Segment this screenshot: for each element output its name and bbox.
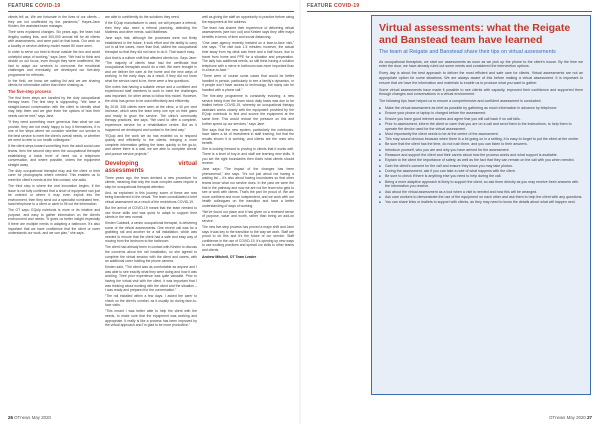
tip-item: ■ Be sure that the client has the time, do not rush them, and you can listen to their answers. [379,142,583,147]
paragraph: In order to serve our best to those outside the box and avoid unhelpful ways of working,” says Jane. “We had to think and decide on our focus, even though they were unaffected. We had to adapt our services to overcome the emotional challenges and eventually, we developed our five-step programme for referrals. [8,49,100,77]
paragraph: Jane says: “The impact of the changes has been phenomenal,” she says. “It's not just about not having a waiting list – it's also about having boundaries so that other teams know what our service does. In the past we were the first in the pathway and now we are not the team who gets to see or work with clients. That's the part I'm proud of. We are more confident and more independent, and we work with our health colleagues on the transition and have a better understanding of ways of working. [202,167,294,208]
paragraph: Three years ago, the team devised a new procedure for clients, meaning that only the most complex cases require a step for occupational therapist attention. [105,175,197,189]
paragraph: She says that the new system, particularly the notebooks, have taken a lot of investment in staff training, but that the results shown it is working, and clients are the ones who benefit. [202,127,294,146]
paragraph: well as giving the staff an opportunity to practice before using the equipment at the address. [202,15,294,24]
tip-item: ■ Ask about the virtual assessment as a tool when a visit is needed and how this will be arranged. [379,190,583,195]
left-page-number: 26 [8,415,13,420]
left-header-label: FEATURE [8,3,34,9]
tip-item: ■ Gain the client's consent for the call and ensure they know you may take photos. [379,164,583,169]
paragraph: are able to confidently do the solutions they need. [105,15,180,19]
paragraph: “EQuip and the work we do has enabled us to respond quickly and efficiently to the clients, bringing a more complete information getting the team quickly to the go-to, and where there is a wait, we are able to complete clients' and pursue service projects.” [105,133,197,156]
tip-item: ■ Ensure your phone or laptop is charged before the assessment. [379,111,583,116]
left-running-header [8,3,61,9]
author-byline: Andrew Mitchell, OT Team Leader [202,254,257,259]
boxout-paragraph: As occupational therapists, we start our assessments as soon as we pick up the phone to the client's house. By the time we enter the door, we have already ruled out some needs and considered the intervention options. [379,59,583,69]
virtual-assessment-boxout [371,15,591,395]
paragraph: If the EQuip manufacturer is used, we will prepare a referral, then they also need a referral planning, attending the Mattress and other needs, said Matthews. [105,20,197,35]
tip-item: ■ You can share links or leaflets to support with clients, as they may need to know the details about what will happen next. [379,200,583,205]
paragraph: And that is a culture shift that affected clients too. Says Jane: “The majority of clients have had the certificate that occupational therapists would do a visit. We were brought in and we deliver the care at the home and the new ways of working. In the early days, as a result, if they did not know what the service used to be, there were a few questions. [105,55,197,83]
paragraph: The third step is where the real innovation begins. If the issue is not fully confirmed that a short of equipment can just be ordered or where it may even exploit into the environment, then they send out a specialist nominated free-hand telephone to a client or carer to fill out the information. [8,183,100,207]
right-page-footer [549,415,592,420]
left-header-section: COVID-19 [35,3,61,9]
tip-item: ■ Be sure to check if there is anything else you need to help during the call. [379,174,583,179]
paragraph: Jane says that, although the processes were not firmly established in the future, it took effort and the ability to carry out in all the cases, more than that, skilled the occupational therapist so that they did not have to do it. That wasn't easy. [105,36,197,54]
paragraph: She is looking forward to proving to clients that it works well. There is a level of buy-in and staff are learning new skills. If you set the right boundaries then that's what clients should receive. [202,147,294,166]
left-header-rule [8,11,294,12]
paragraph: clients tell us. We are fortunate in the lives of our clients – they are not unaffected by the pandemic,” Hayes-Jane Kirsten, the assistant team manager. [8,15,100,29]
right-header-section: COVID-19 [334,3,360,9]
page-spine [299,0,301,424]
article-column-2 [105,15,197,329]
tips-list [379,106,583,205]
paragraph: The client had already been in contact with Kirsten to discuss the concerns about the rail installation, so she agreed to complete the virtual session with the client and carers, with an additional carer holding the phone camera. [105,245,197,264]
boxout-paragraph: The following tips have helped us to ensure a comprehensive and confident assessment is conducted: [379,99,542,104]
boxout-title: Virtual assessments: what the Reigate and Banstead team have learned [379,22,571,46]
paragraph: Kirsten said, “The client was as comfortable as anyone and I was able to see exactly what they were doing and how it was working. Their prior experience was quite valuable. Prior to having the virtual visit with the client, it was important that I was thinking about working with the client and the situation – I was ready and prepared for the conversation.” [105,265,197,293]
paragraph: Their sees explained changes. Six years ago, the team had lengthy waiting lists, and 300,000 annual bill for all clients with assessments, and were paid on that basis. Our work on a locality or service-delivery model meant 80 more seen. [8,30,100,48]
right-page-number: 27 [587,415,592,420]
paragraph: In the field, we know we waiting list and we are sharing clients for information rather than them chasing us. [8,78,100,88]
tip-item: ■ Explain to the client the importance of safety, as well as the fact that they can remain on the call with you when needed. [379,158,583,163]
left-publication-date: OTnews May 2020 [14,415,51,420]
tip-item: ■ Most importantly the client needs to be at the centre of the assessment. [379,132,583,137]
paragraph: The first three steps are handled by the duty occupational therapy team. The first step is signposting. “We have a straight-based conversation with the client to identify what may help them and we give them the options of how their needs can be met,” says Jane. [8,95,100,119]
right-header-rule [307,11,592,12]
paragraph: The team has shared their experience of delivering virtual assessments (see box out) and Kirsten says they offer major benefits in terms of time and social distancing. [202,25,294,39]
tip-item: ■ Make the virtual assessment as brief as possible by gathering as much information in advance by telephone. [379,106,583,111]
paragraph: If the client steps toward something from the adult social care teams, then the second step sees the occupational therapist establishing a basic level of need via a telephone conversation, and where possible, orders the equipment straight away. [8,144,100,167]
tip-item: ■ Prior to assessment, inform the client or carer that you are on a call and send them to the instructions, to help them to operate the device used for the virtual assessment. [379,122,583,131]
paragraph: The five-step programme is constantly evolving; a new service being from the team stock daily basis was due to be trialled before COVID-19, whereby an occupational therapy assistant works closely with the equipment provided by the EQuip notebook to find and source the equipment at the same time. This would reduce the pressure on this and further speed up our services,” says Jane. [202,94,294,126]
paragraph: “The rail installed within a few days. I asked the carer to check on the client's comfort, as it usually do during face-to-face visits. [105,294,197,308]
tip-item: ■ Reassure and support the client and their carers about how the process works and what support is available. [379,153,583,158]
paragraph: She notes that having a suitable venue and a confident and experienced staff members to work to meet the challenges was important, for other areas to follow this model. However, the clinic has grown to be used effectively and efficiently. [105,84,197,103]
article-column-1 [8,15,100,237]
paragraph: And, as explained in this journey, some of these are now being transferred to the virtual. The team consolidated a brief virtual assessment as a result of the restrictions COVID-19. [105,190,197,204]
boxout-paragraph: Some virtual assessments have made it possible to see clients with capacity, improved their confidence and supported them through changes and conversations in a virtual environment. [379,87,583,97]
paragraph: “If they need something more generous than what we can provide, they are not really happy to buy it themselves, it is one of the steps where we consider whether our service is the best service to meet the client's overall needs, or whether we need to refer to our health colleagues.” [8,120,100,143]
right-publication-date: OTnews May 2020 [549,415,586,420]
paragraph: The OT says: EQuip notebook is more or its intuitive and purpose, and easy to gather information on the client's environment and needs. “It gives us better insight especially if there are multiple needs in adapting a bathroom. It's also important that we have confidence that the client or carer understands our work, and we can plan,” she says. [8,208,100,236]
paragraph: By 2018, 338 clients were seen at the clinic, a 40 per cent increase, which sees the team keep one eye on their gains and ready to grow the service. The clinic's community therapy practices, she says. “We used to offer a complete-experience service for a rehabilitation centre. But as it happened we developed and worked in the best way.” [105,104,197,132]
paragraph: Kirsten Caldwell, a senior occupational therapist, is delivering some of the virtual assessments. One recent call was for a grabbing rail and another for a rail installation, which was needed to ensure that the client had a safe and easy way of moving from the bedroom to the bathroom. [105,221,197,244]
boxout-standfirst: The team at Reigate and Banstead share their tips on virtual assessments [379,49,556,55]
left-page-footer [8,415,51,420]
right-running-header [307,3,360,9]
article-column-3 [202,15,294,261]
tip-item: ■ Ensure you have good internet access and agree that you will call back if no call falls. [379,117,583,122]
right-header-label: FEATURE [307,3,333,9]
tip-item: ■ During the assessment, ask if you can take a note of what happens with the client. [379,169,583,174]
tip-item: ■ Introduce yourself, who you are and why you have arrived for the assessment. [379,148,583,153]
subheading-virtual-assessments: Developing virtual assessments [105,159,197,174]
tip-item: ■ This may sound obvious because when there is a lot going on in a setting, it is easy to forget to put the client at the centre. [379,137,583,142]
paragraph: But the arrival of COVID-19 meant that the team needed to use those skills and was quick to adapt to support their clients in the new normal. [105,205,197,220]
paragraph: “There were of course some cases that would be better handled in person, particularly to see a family's dynamics, or if people don't have access to technology, but many can be handled with a phone call.” [202,74,294,93]
paragraph: “This meant I was better able to help the client with the needs, to make sure that the equipment was working and appropriate. It really is like a process has been improved by the virtual approach and I'm glad to be more productive.” [105,309,197,328]
tip-item: ■ Ask care workers to demonstrate the use of the equipment on each other and ask them to help the client with any questions. [379,195,583,200]
paragraph: The duty occupational therapist may ask the client or their carer for photographs where needed. This enables us to meet the client's needs at the first contact, she adds. [8,168,100,182]
tip-item: ■ Being a more adaptive approach is likely to support the client, so ask them directly as you may receive fresh answers with the information you receive. [379,180,583,189]
paragraph: “We've found our place and it has given us a renewed sense of purpose, value and worth, rather than being an add-on service. [202,209,294,224]
subheading-five-step: The five-step process [8,89,52,95]
paragraph: The new five-step process has proved a major shift and Jane says it was key to the transition to the way we work. Staff are proud to do this and it's the future of our service. Staff confidence in the use of COVID-19, it's opening up new ways to use working practices and spread our skills to other teams and clients. [202,225,294,253]
boxout-paragraph: Every day is about the best approach to deliver the most efficient and safe care for clients. Virtual assessments are not an appropriate option for some situations. We are always aware of this before making a virtual assessment. It is important to ensure that we have the information and materials to enable us to produce what you want to gather. [379,71,583,85]
paragraph: “One case agency recently insisted on a face-to-face visit,” she says. “The visit took 1.5 minutes; however, the actual time away from my desk was three and a half hours, due to travel from home and PPE for a situation and preparation. The lady has additional needs, so still think having a solution telephone with a mirror in bathroom was more important than in a face-to-face.” [202,40,294,73]
